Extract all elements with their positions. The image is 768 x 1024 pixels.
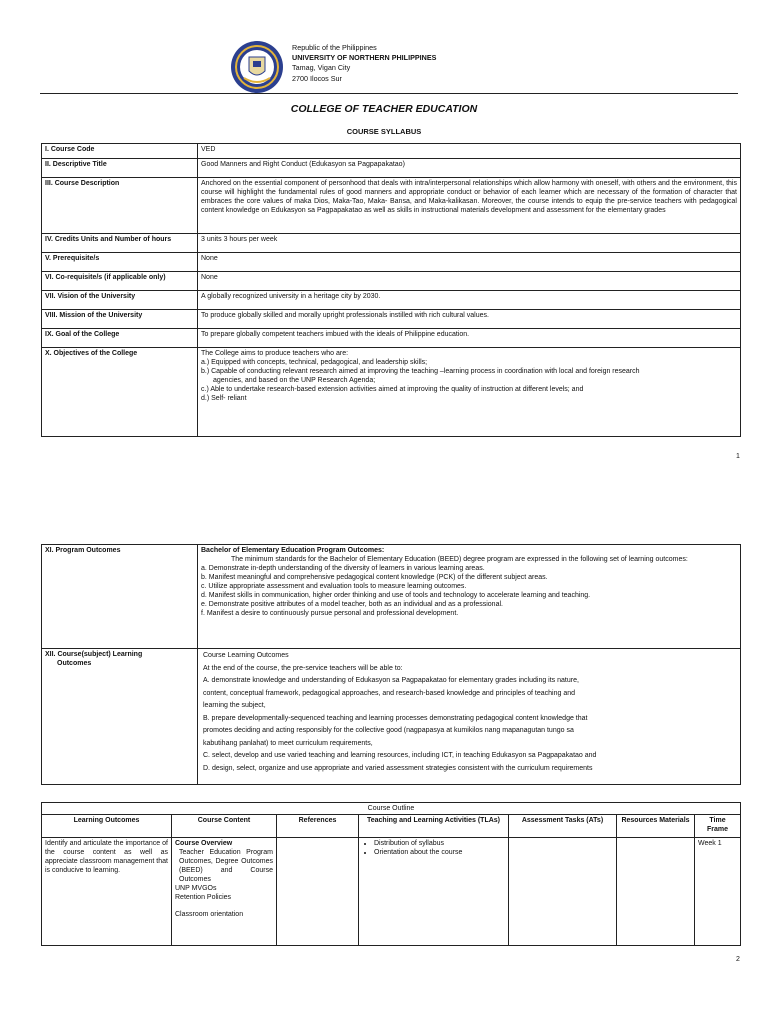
row-label: X. Objectives of the College — [42, 348, 198, 437]
program-outcome-a: a. Demonstrate in-depth understanding of the diversity of learners in various learning areas. — [201, 565, 485, 572]
table-row — [42, 310, 741, 329]
course-content-item: Classroom orientation — [175, 911, 244, 918]
row-label: I. Course Code — [42, 144, 198, 159]
row-label: VI. Co-requisite/s (if applicable only) — [42, 272, 198, 291]
tla-cell — [359, 838, 509, 946]
course-content-item: UNP MVGOs — [175, 885, 217, 892]
row-label — [42, 649, 198, 785]
course-lo-a-2: content, conceptual framework, pedagogical approaches, and research-based knowledge and principles of teaching and — [203, 689, 576, 697]
header-divider — [40, 93, 738, 94]
outline-title-row — [42, 803, 741, 815]
table-row — [42, 291, 741, 310]
address-line: Tamag, Vigan City — [292, 63, 351, 73]
table-row — [42, 329, 741, 348]
course-lo-a-3: learning the subject, — [203, 702, 266, 709]
row-label: III. Course Description — [42, 178, 198, 234]
table-row — [42, 253, 741, 272]
program-outcome-b: b. Manifest meaningful and comprehensive pedagogical content knowledge (PCK) of the different subject areas. — [201, 574, 548, 581]
row-label: VII. Vision of the University — [42, 291, 198, 310]
course-lo-d: D. design, select, organize and use appropriate and varied assessment strategies consistent with the curriculum requirements — [203, 764, 593, 772]
course-lo-label-2: Outcomes — [57, 660, 92, 667]
outline-title: Course Outline — [42, 803, 741, 815]
objectives-intro: The College aims to produce teachers who are: — [201, 350, 349, 357]
col-header: Teaching and Learning Activities (TLAs) — [359, 815, 509, 838]
table-row — [42, 234, 741, 253]
objective-c: c.) Able to undertake research-based extension activities aimed at improving the quality of instruction at different levels; and — [201, 386, 584, 393]
col-header: Course Content — [172, 815, 277, 838]
row-value: VED — [198, 144, 741, 159]
page-number: 2 — [736, 956, 740, 963]
table-row — [42, 144, 741, 159]
row-value: Anchored on the essential component of personhood that deals with intra/interpersonal relationships which allow harmony with oneself, with others and the environment, this course will highlight the fundamental rules of good manners and appropriate conduct or behavior of each learner which are necessary of the formation of character that embraces the core values of maka Dios, Maka-Tao, Maka- Bansa, and Maka-kalikasan. Moreover, the course intends to equip the pre-service teachers with pedagogical content knowledge on Edukasyon sa Pagpapakatao as well as skills in instructional materials development and assessment for the elementary grades — [198, 178, 741, 234]
course-lo-b-3: kabutihang panlahat) to meet curriculum requirements, — [203, 739, 373, 747]
table-row — [42, 545, 741, 649]
program-outcome-c: c. Utilize appropriate assessment and evaluation tools to measure learning outcomes. — [201, 583, 467, 590]
table-row — [42, 178, 741, 234]
program-outcome-e: e. Demonstrate positive attributes of a model teacher, both as an individual and as a professional. — [201, 601, 503, 608]
row-value: To produce globally skilled and morally upright professionals instilled with rich cultural values. — [198, 310, 741, 329]
col-header: Time Frame — [695, 815, 741, 838]
course-lo-b-2: promotes deciding and acting responsibly for the collective good (nagpapasya at kumikilos nang mapanagutan tungo sa — [203, 727, 574, 734]
row-label: IX. Goal of the College — [42, 329, 198, 348]
program-outcome-d: d. Manifest skills in communication, higher order thinking and use of tools and technology to accelerate learning and teaching. — [201, 592, 591, 599]
page-number: 1 — [736, 453, 740, 460]
objectives-cell — [198, 348, 741, 437]
list-item: • Orientation about the course — [374, 848, 505, 857]
list-item: • Distribution of syllabus — [374, 839, 505, 848]
row-label: VIII. Mission of the University — [42, 310, 198, 329]
row-value: Good Manners and Right Conduct (Edukasyon sa Pagpapakatao) — [198, 159, 741, 178]
objective-b-cont: agencies, and based on the UNP Research Agenda; — [213, 377, 376, 384]
table-row — [42, 159, 741, 178]
course-lo-intro: At the end of the course, the pre-service teachers will be able to: — [203, 664, 403, 672]
course-lo-b: B. prepare developmentally-sequenced teaching and learning processes demonstrating pedagogical content knowledge that — [203, 714, 588, 722]
course-lo-c: C. select, develop and use varied teaching and learning resources, including ICT, in teaching Edukasyon sa Pagpapakatao and — [203, 752, 597, 759]
row-label: IV. Credits Units and Number of hours — [42, 234, 198, 253]
row-value: None — [198, 272, 741, 291]
table-row — [42, 649, 741, 785]
tla-list — [362, 839, 505, 857]
course-content-item: Retention Policies — [175, 894, 232, 901]
course-content-cell — [172, 838, 277, 946]
institution-header — [292, 43, 436, 84]
row-label: V. Prerequisite/s — [42, 253, 198, 272]
outcomes-table — [41, 544, 741, 785]
course-lo-cell — [198, 649, 741, 785]
row-value: 3 units 3 hours per week — [198, 234, 741, 253]
references-cell — [277, 838, 359, 946]
resources-cell — [617, 838, 695, 946]
row-label: XI. Program Outcomes — [42, 545, 198, 649]
course-lo-a: A. demonstrate knowledge and understanding of Edukasyon sa Pagpapakatao for elementary grades including its nature, — [203, 677, 579, 684]
row-value: None — [198, 253, 741, 272]
col-header: Assessment Tasks (ATs) — [509, 815, 617, 838]
university-name: UNIVERSITY OF NORTHERN PHILIPPINES — [292, 53, 437, 63]
course-lo-label-1: XII. Course(subject) Learning — [45, 651, 143, 658]
program-outcome-f: f. Manifest a desire to continuously pursue personal and professional development. — [201, 610, 459, 617]
row-value: To prepare globally competent teachers imbued with the ideals of Philippine education. — [198, 329, 741, 348]
table-row — [42, 272, 741, 291]
course-content-item: Teacher Education Program Outcomes, Degree Outcomes (BEED) and Course Outcomes — [179, 849, 273, 883]
col-header: Learning Outcomes — [42, 815, 172, 838]
republic-line: Republic of the Philippines — [292, 43, 377, 52]
time-frame-cell: Week 1 — [695, 838, 741, 946]
program-outcomes-intro: The minimum standards for the Bachelor of Elementary Education (BEED) degree program are expressed in the following set of learning outcomes: — [231, 556, 688, 563]
col-header: References — [277, 815, 359, 838]
postal-line: 2700 Ilocos Sur — [292, 73, 342, 83]
course-lo-title: Course Learning Outcomes — [203, 652, 289, 659]
row-label: II. Descriptive Title — [42, 159, 198, 178]
course-outline-table — [41, 802, 741, 946]
col-header: Resources Materials — [617, 815, 695, 838]
table-row — [42, 838, 741, 946]
course-content-title: Course Overview — [175, 840, 233, 847]
objective-b: b.) Capable of conducting relevant research aimed at improving the teaching –learning process in coordination with local and foreign research — [201, 368, 640, 375]
outline-header-row — [42, 815, 741, 838]
table-row — [42, 348, 741, 437]
program-outcomes-cell — [198, 545, 741, 649]
college-title: COLLEGE OF TEACHER EDUCATION — [290, 103, 478, 115]
row-value: A globally recognized university in a heritage city by 2030. — [198, 291, 741, 310]
objective-d: d.) Self- reliant — [201, 395, 247, 402]
document-title: COURSE SYLLABUS — [346, 127, 422, 136]
syllabus-info-table — [41, 143, 741, 437]
learning-outcome-cell: Identify and articulate the importance of the course content as well as appreciate classroom management that is conducive to learning. — [42, 838, 172, 946]
assessment-cell — [509, 838, 617, 946]
objective-a: a.) Equipped with concepts, technical, pedagogical, and leadership skills; — [201, 359, 428, 366]
university-seal-logo — [230, 40, 284, 94]
program-outcomes-title: Bachelor of Elementary Education Program Outcomes: — [201, 547, 385, 554]
